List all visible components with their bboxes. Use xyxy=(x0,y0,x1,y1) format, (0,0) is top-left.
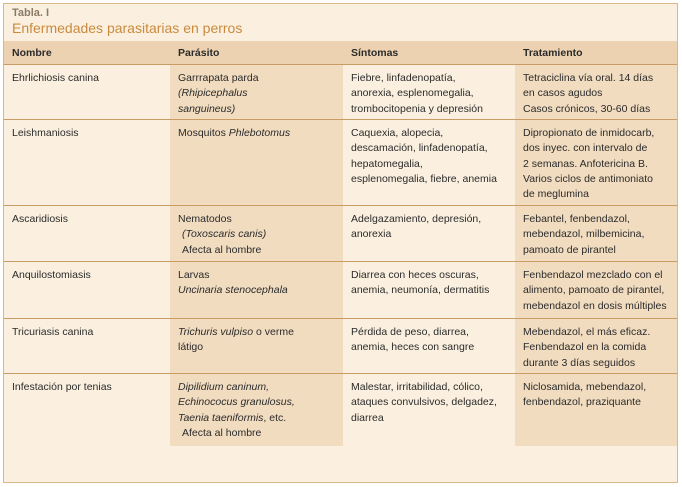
cell-line: fenbendazol, praziquante xyxy=(523,396,641,409)
cell-parasito xyxy=(170,262,343,319)
cell-line xyxy=(178,426,335,441)
cell-line: anemia, neumonía, dermatitis xyxy=(351,284,490,297)
cell-line: Fenbendazol en la comida xyxy=(523,341,647,354)
table-row xyxy=(4,262,677,319)
header-sintomas: Síntomas xyxy=(343,41,515,65)
table-row xyxy=(4,120,677,206)
cell-sintomas xyxy=(343,374,515,447)
cell-text: sanguineus) xyxy=(178,102,236,115)
cell-line: durante 3 días seguidos xyxy=(523,356,636,369)
cell-line: Infestación por tenias xyxy=(12,381,112,393)
table-body xyxy=(4,65,677,447)
cell-line: Mebendazol, el más eficaz. xyxy=(523,326,651,338)
cell-line: 2 semanas. Anfotericina B. xyxy=(523,157,648,170)
cell-line xyxy=(178,380,335,395)
table-title: Enfermedades parasitarias en perros xyxy=(12,20,243,36)
cell-line: anemia, heces con sangre xyxy=(351,341,475,354)
cell-line xyxy=(178,340,335,355)
cell-parasito xyxy=(170,120,343,206)
cell-nombre xyxy=(4,120,170,206)
header-row xyxy=(4,41,677,65)
cell-parasito xyxy=(170,374,343,447)
cell-line: ataques convulsivos, delgadez, xyxy=(351,396,497,409)
cell-line: descamación, linfadenopatía, xyxy=(351,142,488,155)
cell-sintomas xyxy=(343,319,515,374)
cell-line: dos inyec. con intervalo de xyxy=(523,142,648,155)
cell-line: de meglumina xyxy=(523,188,589,201)
cell-line: Ehrlichiosis canina xyxy=(12,72,99,84)
cell-line: Caquexia, alopecia, xyxy=(351,127,444,139)
cell-nombre xyxy=(4,374,170,447)
cell-line: Niclosamida, mebendazol, xyxy=(523,381,647,393)
cell-line: Leishmaniosis xyxy=(12,127,79,139)
table-label: Tabla. I xyxy=(12,7,50,19)
cell-line: esplenomegalia, fiebre, anemia xyxy=(351,172,497,185)
cell-text: Taenia taeniformis xyxy=(178,411,264,424)
cell-line xyxy=(178,283,335,298)
cell-line: Dipropionato de inmidocarb, xyxy=(523,127,655,139)
header-tratamiento: Tratamiento xyxy=(515,41,677,65)
cell-line xyxy=(178,126,335,141)
cell-line: alimento, pamoato de pirantel, xyxy=(523,284,665,297)
header-parasito: Parásito xyxy=(170,41,343,65)
cell-line: Ascaridiosis xyxy=(12,213,69,225)
cell-line xyxy=(178,395,335,410)
cell-parasito xyxy=(170,206,343,262)
cell-nombre xyxy=(4,206,170,262)
cell-text: Phlebotomus xyxy=(228,127,291,139)
table-row xyxy=(4,65,677,120)
cell-text: látigo xyxy=(178,341,204,354)
cell-sintomas xyxy=(343,65,515,120)
cell-text: o verme xyxy=(253,326,294,338)
cell-sintomas xyxy=(343,206,515,262)
cell-text: Larvas xyxy=(178,269,210,281)
cell-line xyxy=(178,243,335,258)
cell-line xyxy=(178,325,335,340)
cell-text: Uncinaria stenocephala xyxy=(178,284,288,297)
cell-line xyxy=(178,86,335,101)
cell-nombre xyxy=(4,65,170,120)
cell-line: en casos agudos xyxy=(523,87,603,100)
cell-line: pamoato de pirantel xyxy=(523,243,616,256)
cell-nombre xyxy=(4,262,170,319)
cell-line: Tetraciclina vía oral. 14 días xyxy=(523,72,654,84)
cell-sintomas xyxy=(343,120,515,206)
cell-line: mebendazol en dosis múltiples xyxy=(523,299,667,312)
cell-line: hepatomegalia, xyxy=(351,157,423,170)
cell-line: Malestar, irritabilidad, cólico, xyxy=(351,381,483,393)
cell-text: (Rhipicephalus xyxy=(178,87,248,100)
cell-line: Pérdida de peso, diarrea, xyxy=(351,326,469,338)
cell-text: Afecta al hombre xyxy=(182,243,262,256)
cell-tratamiento xyxy=(515,319,677,374)
cell-parasito xyxy=(170,65,343,120)
cell-line: diarrea xyxy=(351,411,384,424)
cell-tratamiento xyxy=(515,65,677,120)
cell-line: Fiebre, linfadenopatía, xyxy=(351,72,456,84)
parasitic-diseases-table xyxy=(4,41,677,446)
header-nombre: Nombre xyxy=(4,41,170,65)
cell-line: Febantel, fenbendazol, xyxy=(523,213,630,225)
cell-line xyxy=(178,71,335,86)
cell-text: Trichuris vulpiso xyxy=(178,326,254,338)
cell-line: mebendazol, milbemicina, xyxy=(523,228,645,241)
cell-nombre xyxy=(4,319,170,374)
table-row xyxy=(4,374,677,447)
cell-line xyxy=(178,227,335,242)
cell-text: Echinococus granulosus, xyxy=(178,396,295,409)
cell-line: Diarrea con heces oscuras, xyxy=(351,269,479,281)
cell-line: anorexia, esplenomegalia, xyxy=(351,87,474,100)
cell-line xyxy=(178,102,335,117)
cell-text: Mosquitos xyxy=(178,127,229,139)
cell-line: Anquilostomiasis xyxy=(12,269,91,281)
cell-parasito xyxy=(170,319,343,374)
cell-text: Nematodos xyxy=(178,213,232,225)
table-caption xyxy=(4,4,677,40)
table-row xyxy=(4,206,677,262)
cell-line: Tricuriasis canina xyxy=(12,326,94,338)
cell-line: Casos crónicos, 30-60 días xyxy=(523,102,651,115)
cell-line: Varios ciclos de antimoniato xyxy=(523,172,653,185)
cell-sintomas xyxy=(343,262,515,319)
cell-tratamiento xyxy=(515,262,677,319)
cell-line: anorexia xyxy=(351,228,392,241)
cell-tratamiento xyxy=(515,120,677,206)
cell-line: trombocitopenia y depresión xyxy=(351,102,483,115)
cell-tratamiento xyxy=(515,374,677,447)
cell-line xyxy=(178,212,335,227)
cell-line: Adelgazamiento, depresión, xyxy=(351,213,482,225)
cell-line xyxy=(178,411,335,426)
cell-text: Garrrapata parda xyxy=(178,72,259,84)
cell-text: , etc. xyxy=(263,411,287,424)
cell-tratamiento xyxy=(515,206,677,262)
cell-line xyxy=(178,268,335,283)
table-frame xyxy=(3,3,678,483)
cell-line: Fenbendazol mezclado con el xyxy=(523,269,663,281)
cell-text: Afecta al hombre xyxy=(182,426,262,439)
cell-text: (Toxoscaris canis) xyxy=(182,228,267,241)
table-row xyxy=(4,319,677,374)
cell-text: Dipilidium caninum, xyxy=(178,381,270,393)
